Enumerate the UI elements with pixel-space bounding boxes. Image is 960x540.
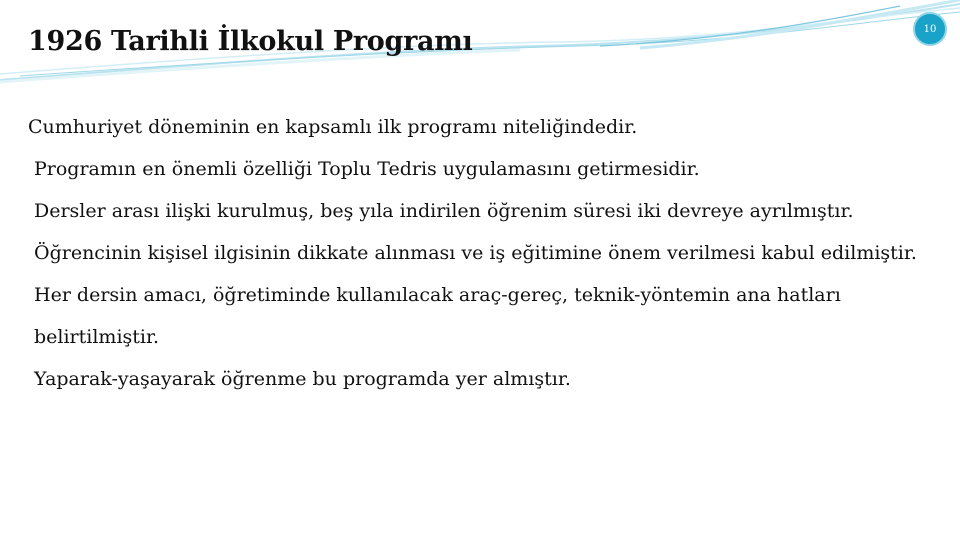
slide-title: 1926 Tarihli İlkokul Programı <box>28 26 473 57</box>
paragraph-6: Yaparak-yaşayarak öğrenme bu programda yer almıştır. <box>34 368 571 390</box>
slide-body <box>28 106 928 400</box>
paragraph-2: Programın en önemli özelliği Toplu Tedris uygulamasını getirmesidir. <box>34 158 700 180</box>
paragraph-4: Öğrencinin kişisel ilgisinin dikkate alınması ve iş eğitimine önem verilmesi kabul edilmiştir. <box>34 242 917 264</box>
paragraph-5: Her dersin amacı, öğretiminde kullanılacak araç-gereç, teknik-yöntemin ana hatları belirtilmiştir. <box>34 284 841 348</box>
page-number: 10 <box>923 23 937 35</box>
paragraph-1: Cumhuriyet döneminin en kapsamlı ilk programı niteliğindedir. <box>28 116 638 138</box>
page-number-badge <box>913 12 947 46</box>
paragraph-3: Dersler arası ilişki kurulmuş, beş yıla indirilen öğrenim süresi iki devreye ayrılmıştır. <box>34 200 854 222</box>
